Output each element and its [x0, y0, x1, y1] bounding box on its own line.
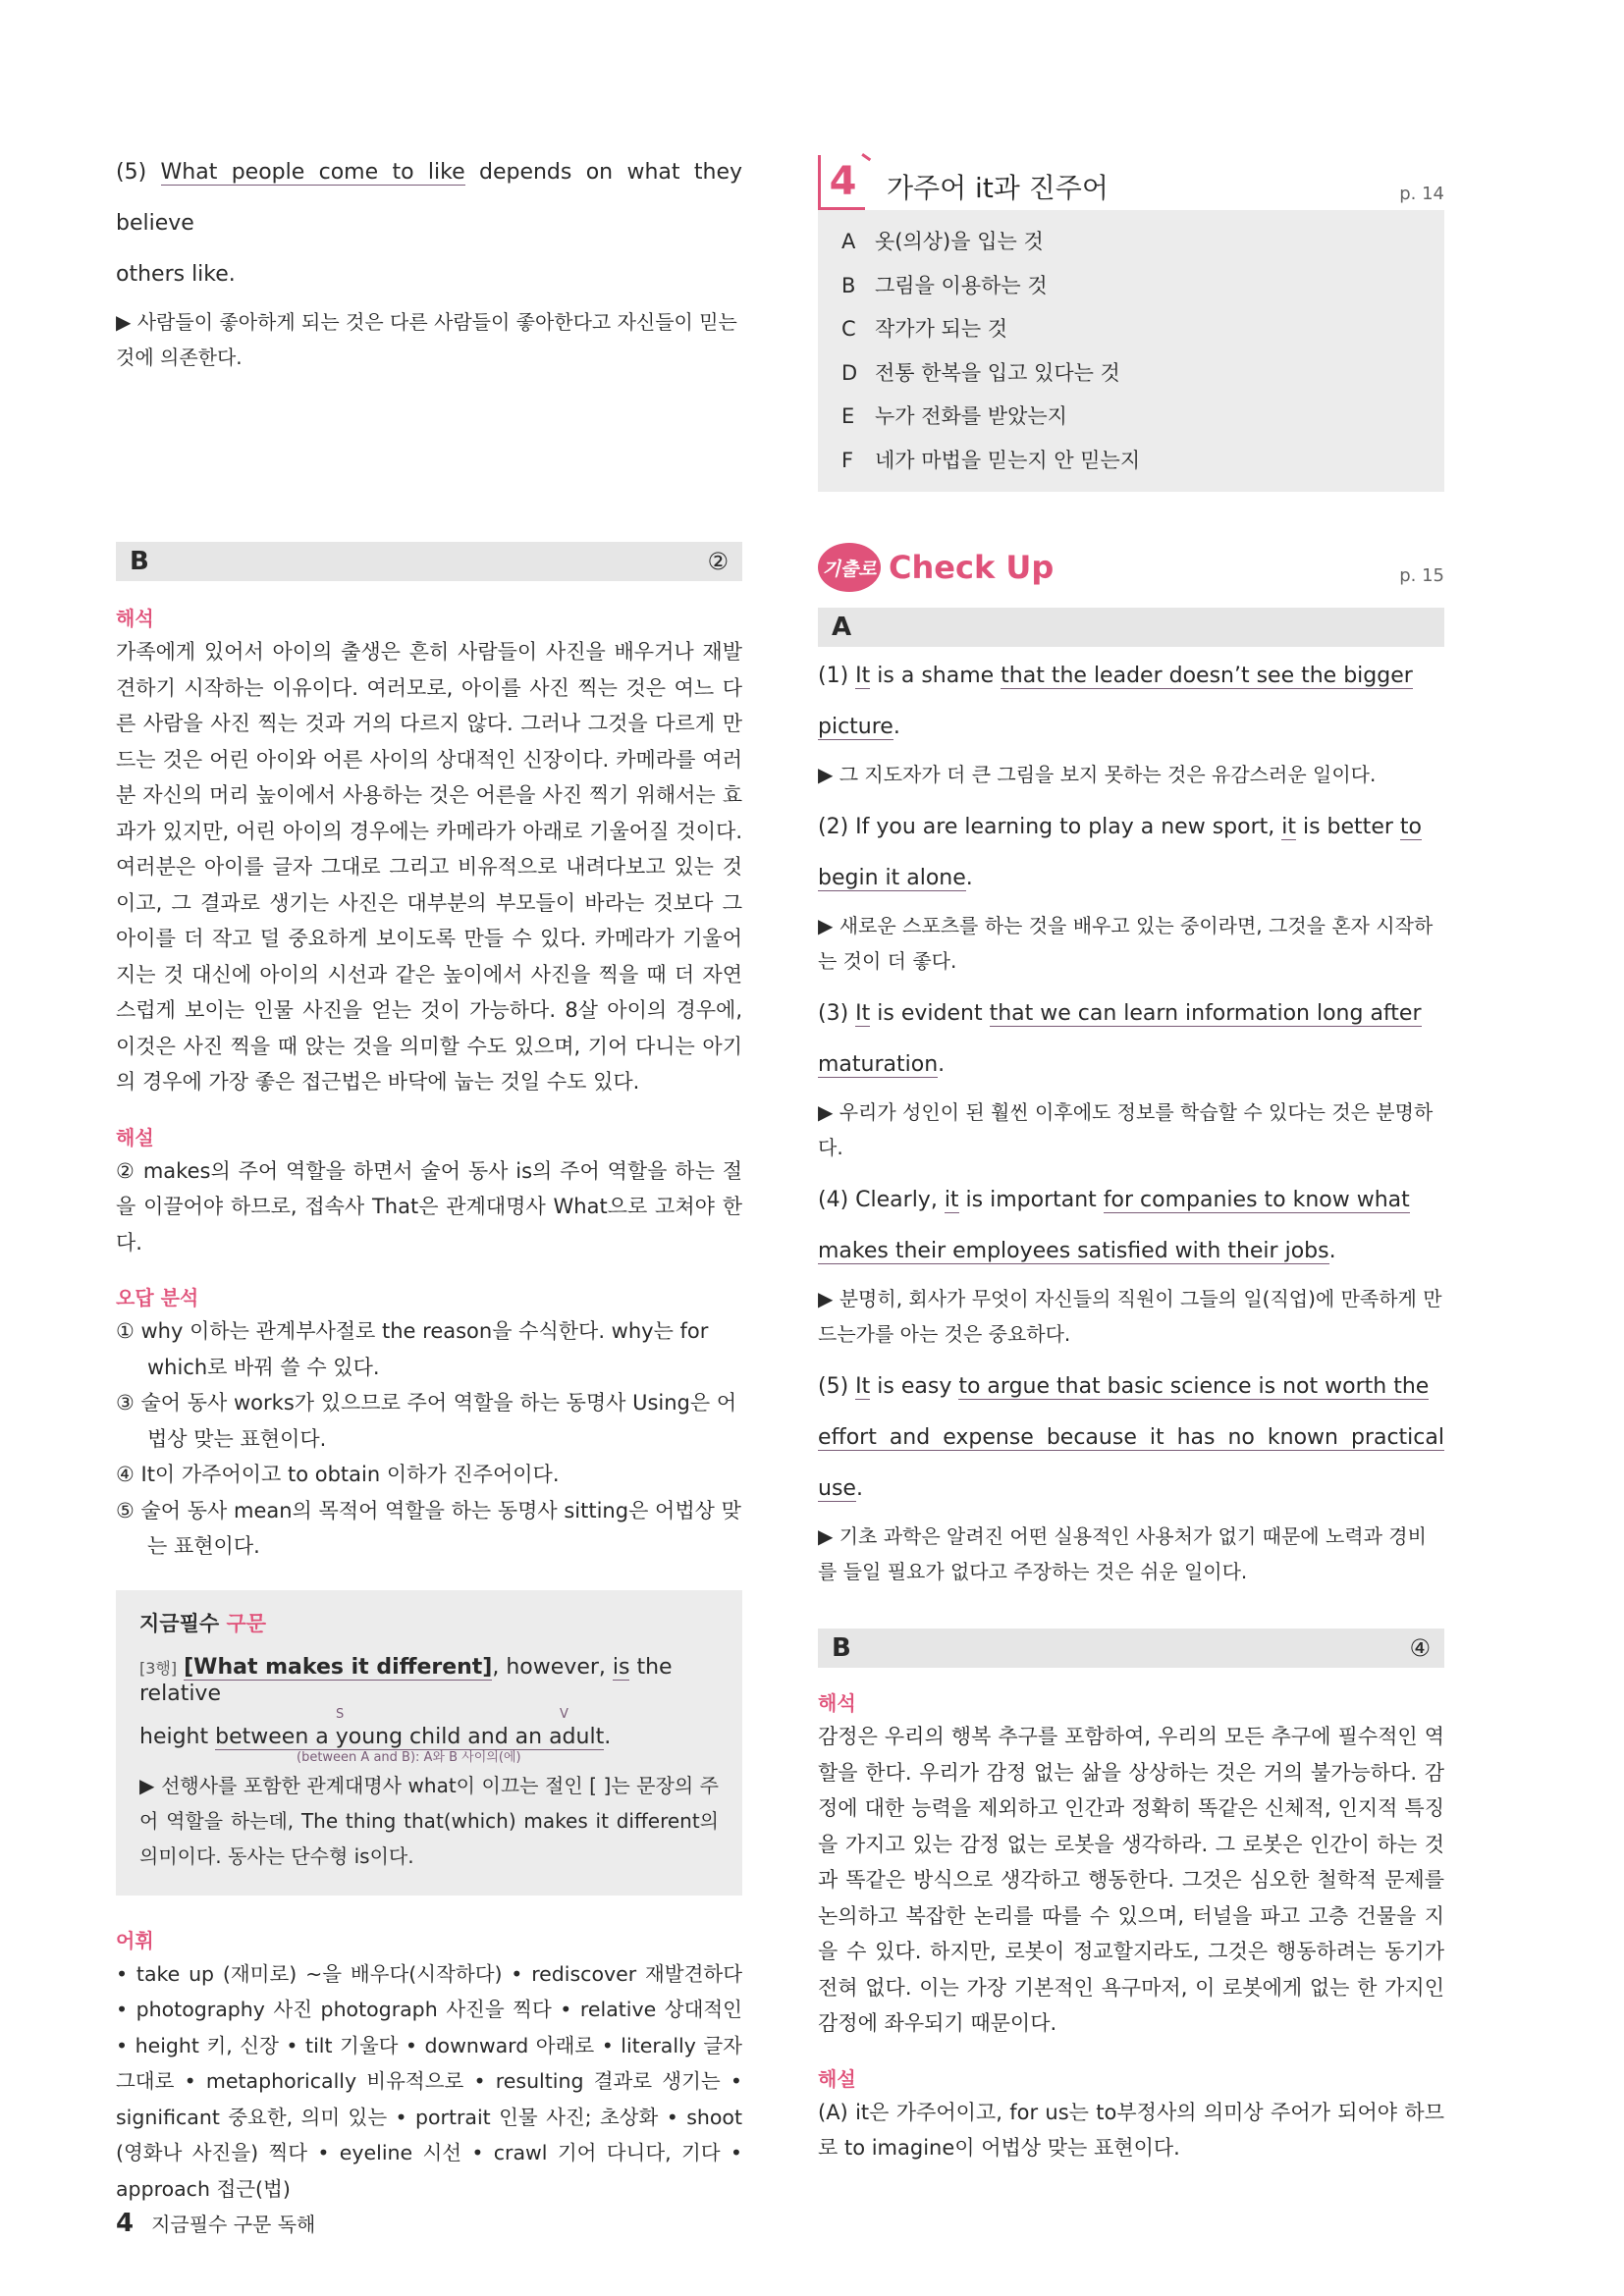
left-column — [116, 147, 742, 2207]
choice-item: C 작가가 되는 것 — [841, 317, 1008, 341]
translation-label: 해석 — [116, 607, 154, 630]
book-title: 지금필수 구문 독해 — [151, 2213, 316, 2236]
sentence-subject: What people come to like — [160, 160, 465, 185]
translation-text: 감정은 우리의 행복 추구를 포함하여, 우리의 모든 추구에 필수적인 역할을 한다. 우리가 감정 없는 삶을 상상하는 것은 거의 불가능하다. 감정에 대한 능력을 제외하고 인간과 정확히 똑같은 신체적, 인지적 특징을 가지고 있는 감정 없는 로봇을 생각하라. 그 로봇은 인간이 하는 것과 똑같은 방식으로 생각하고 행동한다. 그것은 심오한 철학적 문제를 논의하고 복잡한 논리를 따를 수 있으며, 터널을 파고 고층 건물을 지을 수 있다. 하지만, 로봇이 정교할지라도, 그것은 행동하려는 동기가 전혀 없다. 이는 가장 기본적인 욕구마저, 이 로봇에게 없는 한 가지인 감정에 좌우되기 때문이다. — [818, 1725, 1444, 2035]
vocab-text: • take up (재미로) ~을 배우다(시작하다) • rediscover 재발견하다 • photography 사진 photograph 사진을 찍다 • relative 상대적인 • height 키, 신장 • tilt 기울다 • downward 아래로 • literally 글자 그대로 • metaphorically 비유적으로 • resulting 결과로 생기는 • significant 중요한, 의미 있는 • portrait 인물 사진; 초상화 • shoot (영화나 사진을) 찍다 • eyeline 시선 • crawl 기어 다니다, 기다 • approach 접근(법) — [116, 1961, 742, 2201]
choice-item: A 옷(의상)을 입는 것 — [841, 230, 1044, 253]
answer-mark: ② — [707, 548, 729, 575]
page-reference: p. 14 — [1399, 184, 1444, 204]
a-item: (5) It is easy to argue that basic science is not worth the effort and expense because it has no known practical use. ▶ 기초 과학은 알려진 어떤 실용적인 사용처가 없기 때문에 노력과 경비를 들일 필요가 없다고 주장하는 것은 쉬운 일이다. — [818, 1374, 1444, 1583]
section-letter: A — [832, 613, 852, 642]
key-syntax-title: 지금필수 구문 — [139, 1611, 267, 1635]
key-note: ▶ 선행사를 포함한 관계대명사 what이 이끄는 절인 [ ]는 문장의 주어 역할을 하는데, The thing that(which) makes it different의 의미이다. 동사는 단수형 is이다. — [139, 1773, 719, 1868]
choice-item: B 그림을 이용하는 것 — [841, 273, 1048, 297]
explain-text: (A) it은 가주어이고, for us는 to부정사의 의미상 주어가 되어야 하므로 to imagine이 어법상 맞는 표현이다. — [818, 2100, 1444, 2160]
section-letter: B — [832, 1633, 851, 1663]
a-item: (4) Clearly, it is important for companies to know what makes their employees satisfied with their jobs. ▶ 분명히, 회사가 무엇이 자신들의 직원이 그들의 일(직업)에 만족하게 만드는가를 아는 것은 중요하다. — [818, 1188, 1442, 1346]
sentence-line2: others like. — [116, 262, 236, 287]
a-items — [818, 651, 1444, 1589]
section-number: 4 — [818, 155, 865, 210]
checkup-header — [818, 543, 1444, 592]
left-sentence-5 — [116, 147, 742, 375]
wrong-item: ⑤ 술어 동사 mean의 목적어 역할을 하는 동명사 sitting은 어법상 맞는 표현이다. — [116, 1498, 741, 1558]
a-item: (1) It is a shame that the leader doesn’t see the bigger picture. ▶ 그 지도자가 더 큰 그림을 보지 못하는 것은 유감스러운 일이다. — [818, 664, 1413, 786]
sv-marks — [139, 1707, 719, 1725]
wrong-item: ① why 이하는 관계부사절로 the reason을 수식한다. why는 for which로 바꿔 쓸 수 있다. — [116, 1319, 709, 1379]
choice-item: E 누가 전화를 받았는지 — [841, 404, 1067, 428]
between-note: (between A and B): A와 B 사이의(에) — [297, 1749, 521, 1765]
a-item: (2) If you are learning to play a new sport, it is better to begin it alone. ▶ 새로운 스포츠를 하는 것을 배우고 있는 중이라면, 그것을 혼자 시작하는 것이 더 좋다. — [818, 815, 1434, 973]
choice-item: D 전통 한복을 입고 있다는 것 — [841, 360, 1120, 385]
wrong-item: ④ It이 가주어이고 to obtain 이하가 진주어이다. — [116, 1463, 560, 1486]
vocab-label: 어휘 — [116, 1928, 154, 1952]
checkup-title: Check Up — [889, 549, 1055, 586]
between-phrase: between a young child and an adult — [215, 1724, 605, 1749]
verb-is: is — [612, 1654, 630, 1680]
translation-text: 가족에게 있어서 아이의 출생은 흔히 사람들이 사진을 배우거나 재발견하기 시작하는 이유이다. 여러모로, 아이를 사진 찍는 것은 여느 다른 사람을 사진 찍는 것과 거의 다르지 않다. 그러나 그것을 다르게 만드는 것은 어린 아이와 어른 사이의 상대적인 신장이다. 카메라를 여러분 자신의 머리 높이에서 사용하는 것은 어른을 사진 찍기 위해서는 효과가 있지만, 어린 아이의 경우에는 카메라가 아래로 기울어질 것이다. 여러분은 아이를 글자 그대로 그리고 비유적으로 내려다보고 있는 것이고, 그 결과로 생기는 사진은 대부분의 부모들이 바라는 것보다 그 아이를 더 작고 덜 중요하게 보이도록 만들 수 있다. 카메라가 기울어지는 것 대신에 아이의 시선과 같은 높이에서 사진을 찍을 때 더 자연스럽게 보이는 인물 사진을 얻는 것이 가능하다. 8살 아이의 경우에, 이것은 사진 찍을 때 앉는 것을 의미할 수도 있으며, 기어 다니는 아기의 경우에 가장 좋은 접근법은 바닥에 눕는 것일 수도 있다. — [116, 640, 742, 1094]
section-4-header — [818, 155, 1444, 210]
section-a-header — [818, 608, 1444, 647]
a-item: (3) It is evident that we can learn information long after maturation. ▶ 우리가 성인이 된 훨씬 이후에도 정보를 학습할 수 있다는 것은 분명하다. — [818, 1001, 1434, 1159]
section-title: 가주어 it과 진주어 — [887, 172, 1109, 204]
what-clause: [What makes it different] — [184, 1654, 493, 1680]
translation-label: 해석 — [818, 1691, 856, 1715]
page-number: 4 — [116, 2209, 135, 2238]
verb-mark: V — [560, 1706, 568, 1722]
wrong-analysis-label: 오답 분석 — [116, 1286, 199, 1309]
explain-label: 해설 — [116, 1125, 154, 1149]
explain-label: 해설 — [818, 2066, 856, 2091]
choice-item: F 네가 마법을 믿는지 안 믿는지 — [841, 448, 1141, 472]
sentence-translation: ▶ 사람들이 좋아하게 되는 것은 다른 사람들이 좋아한다고 자신들이 믿는 것에 의존한다. — [116, 310, 737, 369]
line-tag: [3행] — [139, 1658, 178, 1678]
key-sentence-line1: [3행] [What makes it different], however, is the relative — [139, 1654, 673, 1706]
page-reference: p. 15 — [1399, 565, 1444, 586]
section-letter: B — [130, 547, 149, 576]
explain-text: ② makes의 주어 역할을 하면서 술어 동사 is의 주어 역할을 하는 절을 이끌어야 하므로, 접속사 That은 관계대명사 What으로 고쳐야 한다. — [116, 1158, 742, 1255]
section-b-header — [818, 1629, 1444, 1668]
page-footer — [116, 2209, 315, 2238]
answer-mark: ④ — [1409, 1634, 1431, 1662]
wrong-item: ③ 술어 동사 works가 있으므로 주어 역할을 하는 동명사 Using은 어법상 맞는 표현이다. — [116, 1391, 737, 1451]
right-column — [818, 155, 1444, 2166]
sentence-rest: depends on what they believe — [116, 160, 742, 236]
answer-choices — [818, 210, 1444, 492]
exam-badge: 기출로 — [818, 543, 881, 592]
key-syntax-box — [116, 1590, 742, 1896]
key-sentence-line2: height between a young child and an adult. — [139, 1724, 612, 1749]
subject-mark: S — [336, 1706, 345, 1722]
sentence-number: (5) — [116, 160, 147, 185]
section-b-header — [116, 542, 742, 581]
